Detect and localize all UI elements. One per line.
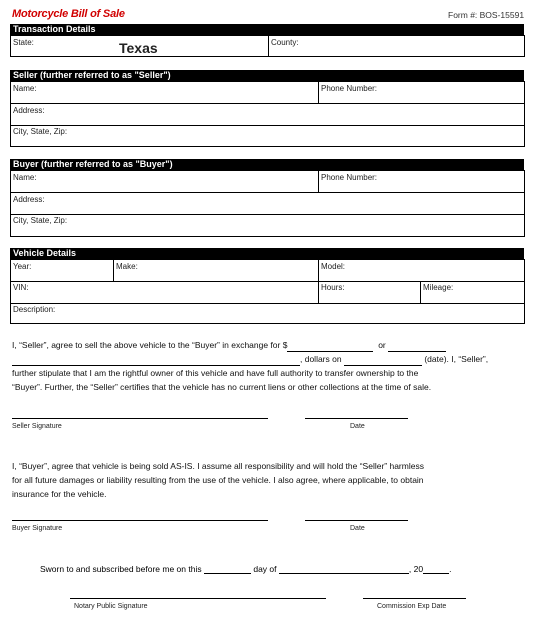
seller-phone-field[interactable]: Phone Number:	[321, 84, 378, 93]
buyer-city-state-zip-field[interactable]: City, State, Zip:	[13, 216, 68, 225]
commission-exp-label: Commission Exp Date	[377, 603, 447, 610]
vehicle-col-divider	[113, 260, 114, 281]
date-text: (date). I, “Seller”,	[424, 354, 489, 364]
dollars-on-text: , dollars on	[300, 354, 342, 364]
sworn-period: .	[449, 564, 452, 574]
buyer-address-field[interactable]: Address:	[13, 195, 45, 204]
vehicle-col-divider	[318, 260, 319, 303]
vehicle-col-divider	[420, 281, 421, 303]
price-field[interactable]	[287, 341, 373, 352]
vehicle-row-divider	[11, 303, 524, 304]
seller-city-state-zip-field[interactable]: City, State, Zip:	[13, 127, 68, 136]
seller-signature-line[interactable]	[12, 418, 268, 419]
year-prefix-text: , 20	[408, 564, 424, 574]
seller-statement-line-4: “Buyer”. Further, the “Seller” certifies that the vehicle has no current liens or other collections at the time of sale.	[12, 382, 432, 392]
day-of-text: day of	[253, 564, 277, 574]
transaction-box	[10, 35, 525, 57]
seller-signature-label: Seller Signature	[12, 423, 62, 430]
buyer-row-divider	[11, 214, 524, 215]
seller-box	[10, 81, 525, 147]
seller-name-field[interactable]: Name:	[13, 84, 37, 93]
transaction-section-header: Transaction Details	[10, 24, 524, 35]
vehicle-row-divider	[11, 281, 524, 282]
trade-field[interactable]	[388, 341, 446, 352]
buyer-box	[10, 170, 525, 237]
sworn-text: Sworn to and subscribed before me on this	[40, 564, 202, 574]
seller-statement	[12, 338, 520, 394]
buyer-signature-label: Buyer Signature	[12, 525, 63, 532]
vehicle-section-header: Vehicle Details	[10, 248, 524, 259]
notary-sworn-line	[40, 563, 451, 574]
seller-address-field[interactable]: Address:	[13, 106, 45, 115]
buyer-statement-line-3: insurance for the vehicle.	[12, 489, 107, 499]
form-title: Motorcycle Bill of Sale	[12, 8, 125, 20]
sworn-month-field[interactable]	[279, 563, 409, 574]
transaction-divider	[268, 36, 269, 56]
county-label[interactable]: County:	[271, 38, 299, 47]
commission-date-line[interactable]	[363, 598, 466, 599]
buyer-row-divider	[11, 192, 524, 193]
state-value[interactable]: Texas	[119, 40, 158, 56]
seller-statement-text: I, “Seller”, agree to sell the above vehicle to the “Buyer” in exchange for $	[12, 340, 288, 350]
state-label: State:	[13, 38, 34, 47]
or-text: or	[378, 340, 386, 350]
form-number: Form #: BOS-15591	[448, 10, 525, 20]
vehicle-model-field[interactable]: Model:	[321, 262, 346, 271]
buyer-statement	[12, 459, 520, 501]
amount-words-field[interactable]	[12, 355, 300, 366]
buyer-statement-line-1: I, “Buyer”, agree that vehicle is being sold AS-IS. I assume all responsibility and will hold the “Seller” harmless	[12, 461, 424, 471]
buyer-date-label: Date	[350, 525, 365, 532]
sworn-day-field[interactable]	[204, 563, 251, 574]
seller-statement-line-1	[12, 338, 520, 352]
seller-statement-line-2	[12, 352, 520, 366]
buyer-signature-line[interactable]	[12, 520, 268, 521]
vehicle-mileage-field[interactable]: Mileage:	[423, 283, 454, 292]
vehicle-box	[10, 259, 525, 324]
vehicle-hours-field[interactable]: Hours:	[321, 283, 345, 292]
seller-row-divider	[11, 125, 524, 126]
vehicle-make-field[interactable]: Make:	[116, 262, 138, 271]
seller-col-divider	[318, 82, 319, 103]
buyer-name-field[interactable]: Name:	[13, 173, 37, 182]
sworn-year-field[interactable]	[423, 563, 452, 574]
seller-statement-line-3: further stipulate that I am the rightful owner of this vehicle and have full authority to transfer ownership to the	[12, 368, 419, 378]
vehicle-year-field[interactable]: Year:	[13, 262, 32, 271]
vehicle-description-field[interactable]: Description:	[13, 305, 56, 314]
buyer-date-line[interactable]	[305, 520, 408, 521]
buyer-statement-line-2: for all future damages or liability resulting from the use of the vehicle. I also agree, where applicable, to obtain	[12, 475, 424, 485]
sale-date-field[interactable]	[344, 355, 422, 366]
notary-signature-line[interactable]	[70, 598, 326, 599]
seller-section-header: Seller (further referred to as "Seller")	[10, 70, 524, 81]
notary-signature-label: Notary Public Signature	[74, 603, 148, 610]
seller-date-label: Date	[350, 423, 365, 430]
buyer-section-header: Buyer (further referred to as "Buyer")	[10, 159, 524, 170]
buyer-col-divider	[318, 171, 319, 192]
seller-date-line[interactable]	[305, 418, 408, 419]
vehicle-vin-field[interactable]: VIN:	[13, 283, 29, 292]
buyer-phone-field[interactable]: Phone Number:	[321, 173, 378, 182]
seller-row-divider	[11, 103, 524, 104]
